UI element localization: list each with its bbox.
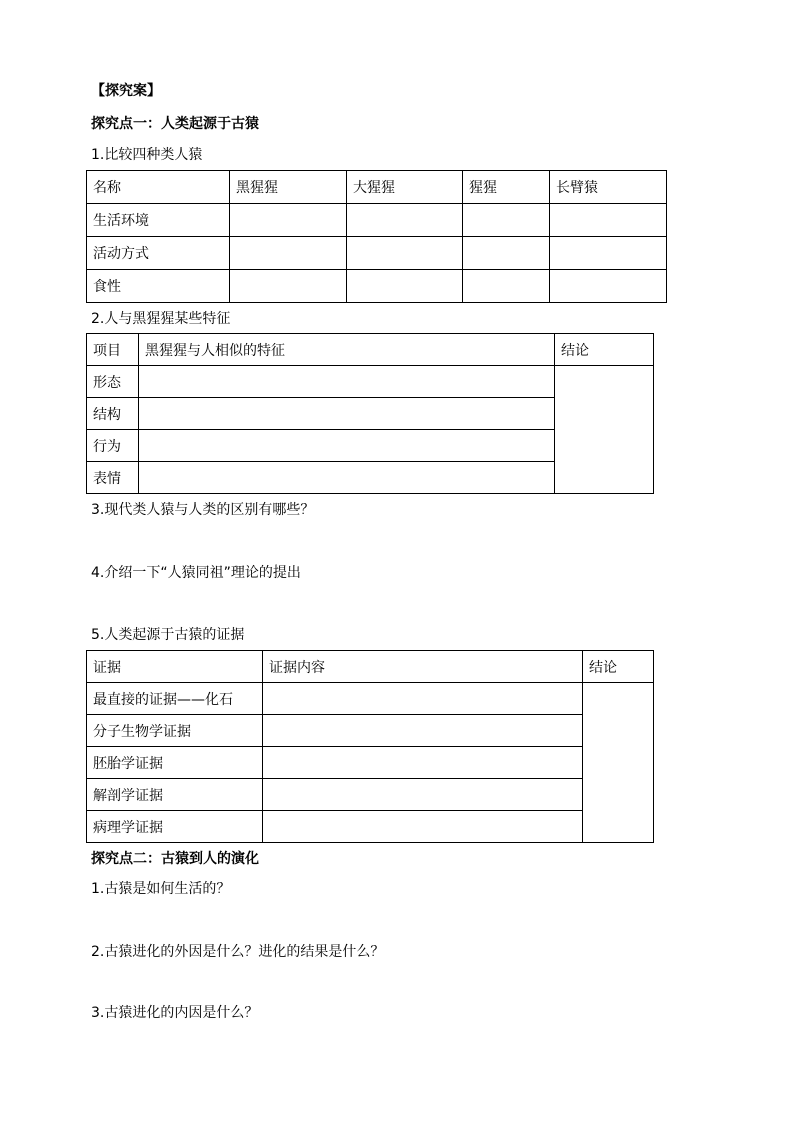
blank-cell xyxy=(463,237,550,270)
table-header-cell: 猩猩 xyxy=(463,171,550,204)
row-label: 形态 xyxy=(87,366,139,398)
point2-question-3: 3.古猿进化的内因是什么？ xyxy=(91,1005,259,1021)
row-label: 生活环境 xyxy=(87,204,230,237)
conclusion-cell xyxy=(583,683,654,843)
table-header-row xyxy=(87,171,667,204)
blank-cell xyxy=(347,270,463,303)
blank-cell xyxy=(263,779,583,811)
blank-cell xyxy=(139,366,555,398)
row-label: 行为 xyxy=(87,430,139,462)
blank-cell xyxy=(230,237,347,270)
table-header-cell: 黑猩猩 xyxy=(230,171,347,204)
blank-cell xyxy=(550,270,667,303)
blank-cell xyxy=(347,204,463,237)
conclusion-cell xyxy=(555,366,654,494)
table-header-cell: 结论 xyxy=(555,334,654,366)
point2-question-1: 1.古猿是如何生活的？ xyxy=(91,881,231,897)
table-row xyxy=(87,811,654,843)
table-header-cell: 证据 xyxy=(87,651,263,683)
question-5: 5.人类起源于古猿的证据 xyxy=(91,627,245,643)
row-label: 表情 xyxy=(87,462,139,494)
section-heading: 【探究案】 xyxy=(91,83,161,99)
table-header-cell: 黑猩猩与人相似的特征 xyxy=(139,334,555,366)
row-label: 最直接的证据——化石 xyxy=(87,683,263,715)
point1-title: 探究点一：人类起源于古猿 xyxy=(91,116,259,132)
table-row xyxy=(87,366,654,398)
blank-cell xyxy=(263,811,583,843)
table-header-cell: 长臂猿 xyxy=(550,171,667,204)
row-label: 胚胎学证据 xyxy=(87,747,263,779)
row-label: 病理学证据 xyxy=(87,811,263,843)
table-row xyxy=(87,204,667,237)
table-header-row xyxy=(87,651,654,683)
question-3: 3.现代类人猿与人类的区别有哪些？ xyxy=(91,502,315,518)
blank-cell xyxy=(230,204,347,237)
blank-cell xyxy=(263,715,583,747)
human-chimp-features-table xyxy=(86,333,654,494)
table-row xyxy=(87,237,667,270)
row-label: 结构 xyxy=(87,398,139,430)
table-row xyxy=(87,747,654,779)
row-label: 分子生物学证据 xyxy=(87,715,263,747)
blank-cell xyxy=(463,204,550,237)
blank-cell xyxy=(230,270,347,303)
table-header-cell: 结论 xyxy=(583,651,654,683)
point2-title: 探究点二：古猿到人的演化 xyxy=(91,851,259,867)
table-row xyxy=(87,779,654,811)
question-2: 2.人与黑猩猩某些特征 xyxy=(91,311,231,327)
blank-cell xyxy=(139,430,555,462)
blank-cell xyxy=(263,683,583,715)
blank-cell xyxy=(139,398,555,430)
row-label: 活动方式 xyxy=(87,237,230,270)
blank-cell xyxy=(550,204,667,237)
question-1: 1.比较四种类人猿 xyxy=(91,147,203,163)
table-row xyxy=(87,683,654,715)
apes-comparison-table xyxy=(86,170,667,303)
point2-question-2: 2.古猿进化的外因是什么？进化的结果是什么？ xyxy=(91,944,385,960)
blank-cell xyxy=(139,462,555,494)
table-header-cell: 名称 xyxy=(87,171,230,204)
table-header-row xyxy=(87,334,654,366)
table-header-cell: 项目 xyxy=(87,334,139,366)
evidence-table xyxy=(86,650,654,843)
table-row xyxy=(87,270,667,303)
table-header-cell: 大猩猩 xyxy=(347,171,463,204)
blank-cell xyxy=(263,747,583,779)
row-label: 解剖学证据 xyxy=(87,779,263,811)
blank-cell xyxy=(347,237,463,270)
question-4: 4.介绍一下“人猿同祖”理论的提出 xyxy=(91,565,301,581)
table-row xyxy=(87,715,654,747)
table-header-cell: 证据内容 xyxy=(263,651,583,683)
blank-cell xyxy=(463,270,550,303)
row-label: 食性 xyxy=(87,270,230,303)
blank-cell xyxy=(550,237,667,270)
